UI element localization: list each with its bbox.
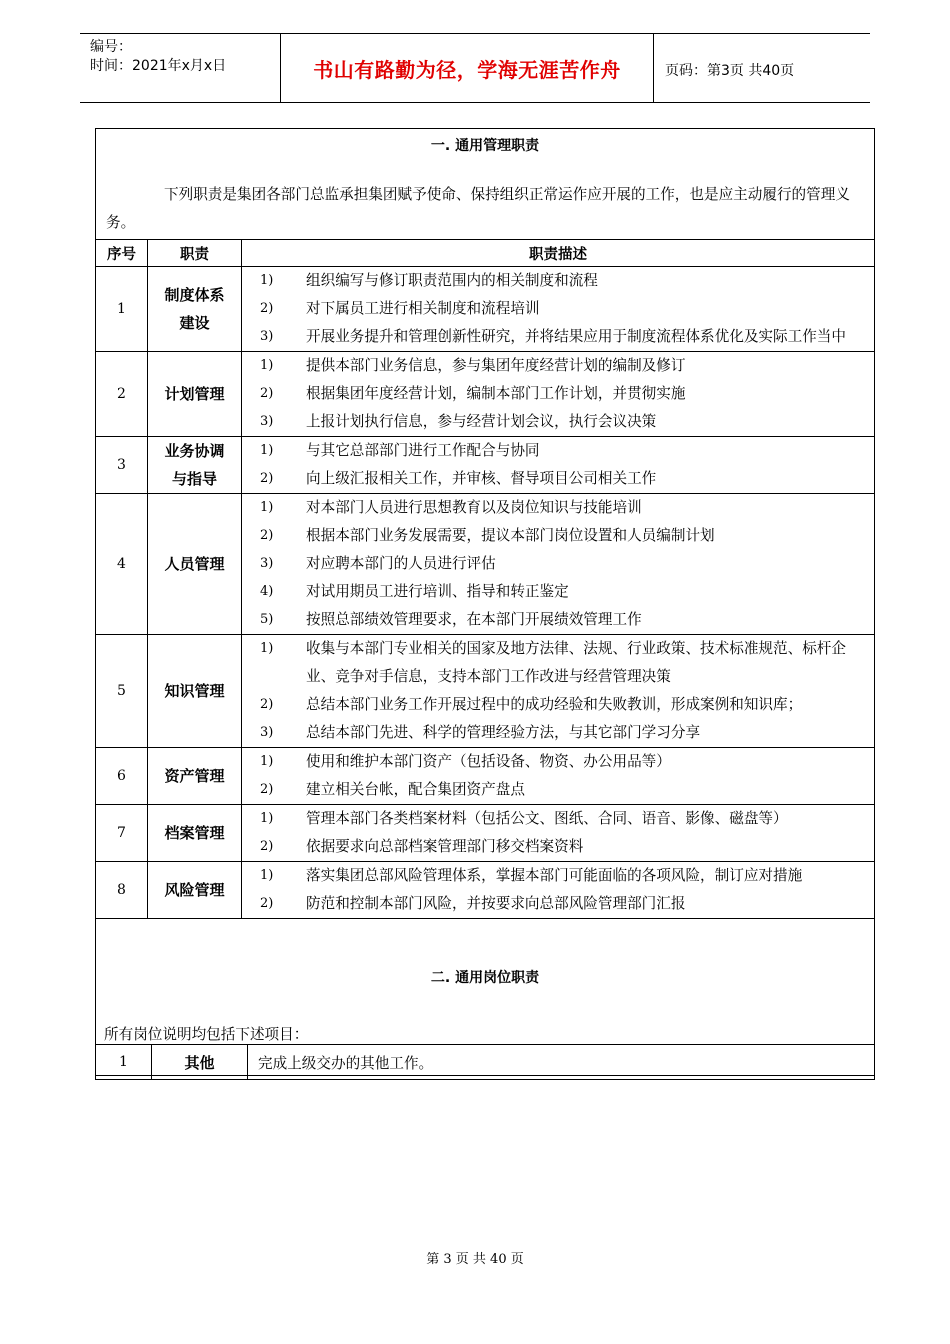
duty-item-number: 2): [260, 782, 274, 797]
duty-item-text: 收集与本部门专业相关的国家及地方法律、法规、行业政策、技术标准规范、标杆企业、竞争对手信息，支持本部门工作改进与经营管理决策: [306, 640, 846, 685]
table-row: [96, 437, 875, 494]
duty-item: [242, 465, 868, 493]
duty-item-number: 1): [260, 443, 274, 458]
duties-document: [95, 128, 875, 1076]
row-duty-name: 计划管理: [148, 352, 242, 437]
duty-item-number: 1): [260, 754, 274, 769]
row-index: 3: [96, 437, 148, 494]
duty-item: [242, 606, 868, 634]
page-footer: 第 3 页 共 40 页: [426, 1252, 524, 1267]
duty-item-number: 3): [260, 725, 274, 740]
section1-title: 一. 通用管理职责: [430, 138, 540, 154]
duty-item: [242, 408, 868, 436]
row-description: 完成上级交办的其他工作。: [248, 1045, 875, 1080]
position-duties-table: [95, 1044, 875, 1080]
row-index: 7: [96, 805, 148, 862]
row-description: [242, 635, 875, 748]
duty-item: [242, 635, 868, 691]
section2-title: 二. 通用岗位职责: [430, 970, 540, 986]
table-header-row: [96, 240, 875, 267]
duty-item-number: 1): [260, 641, 274, 656]
row-duty-name: 档案管理: [148, 805, 242, 862]
duty-item-number: 1): [260, 273, 274, 288]
duty-item: [242, 550, 868, 578]
duty-item: [242, 890, 868, 918]
duty-item-text: 对应聘本部门的人员进行评估: [306, 555, 496, 572]
duties-table-body: [96, 267, 875, 919]
motto: 书山有路勤为径，学海无涯苦作舟: [281, 34, 654, 102]
duty-item-number: 2): [260, 301, 274, 316]
duty-item: [242, 776, 868, 804]
row-description: [242, 352, 875, 437]
row-description: [242, 805, 875, 862]
duty-item-number: 4): [260, 584, 274, 599]
table-row: [96, 1045, 875, 1080]
duty-item: [242, 323, 868, 351]
row-index: 5: [96, 635, 148, 748]
table-row: [96, 748, 875, 805]
duty-item: [242, 494, 868, 522]
table-row: [96, 805, 875, 862]
row-index: 1: [96, 267, 148, 352]
duty-item: [242, 380, 868, 408]
row-duty-name: 知识管理: [148, 635, 242, 748]
duty-item-text: 根据集团年度经营计划，编制本部门工作计划，并贯彻实施: [306, 385, 686, 402]
number-label: 编号：: [90, 39, 132, 55]
duty-item-text: 落实集团总部风险管理体系，掌握本部门可能面临的各项风险，制订应对措施: [306, 867, 803, 884]
row-description: [242, 494, 875, 635]
row-duty-name: 制度体系 建设: [148, 267, 242, 352]
table-row: [96, 352, 875, 437]
duty-item-text: 提供本部门业务信息，参与集团年度经营计划的编制及修订: [306, 357, 686, 374]
row-description: [242, 437, 875, 494]
duty-item-number: 2): [260, 896, 274, 911]
duty-item-text: 开展业务提升和管理创新性研究，并将结果应用于制度流程体系优化及实际工作当中: [306, 328, 846, 345]
duty-item-text: 依据要求向总部档案管理部门移交档案资料: [306, 838, 584, 855]
duty-item-text: 总结本部门业务工作开展过程中的成功经验和失败教训，形成案例和知识库；: [306, 696, 803, 713]
table-row: [96, 635, 875, 748]
row-duty-name: 风险管理: [148, 862, 242, 919]
table-row: [96, 494, 875, 635]
row-index: 6: [96, 748, 148, 805]
duty-item: [242, 691, 868, 719]
duty-item: [242, 578, 868, 606]
header-page-label: 页码：第3页 共40页: [665, 63, 795, 79]
duty-item-number: 2): [260, 528, 274, 543]
duty-item-text: 建立相关台帐，配合集团资产盘点: [306, 781, 525, 798]
duty-item-number: 3): [260, 329, 274, 344]
duty-item: [242, 437, 868, 465]
duty-item-number: 2): [260, 697, 274, 712]
duty-item-text: 按照总部绩效管理要求，在本部门开展绩效管理工作: [306, 611, 642, 628]
duty-item: [242, 748, 868, 776]
duty-item: [242, 295, 868, 323]
page-header: [80, 33, 870, 103]
row-description: [242, 862, 875, 919]
row-index: 8: [96, 862, 148, 919]
duty-item-number: 1): [260, 868, 274, 883]
duty-item-text: 根据本部门业务发展需要，提议本部门岗位设置和人员编制计划: [306, 527, 715, 544]
row-duty-name: 资产管理: [148, 748, 242, 805]
duty-item-number: 1): [260, 500, 274, 515]
duty-item-text: 管理本部门各类档案材料（包括公文、图纸、合同、语音、影像、磁盘等）: [306, 810, 788, 827]
duty-item: [242, 352, 868, 380]
date-label: 时间：2021年x月x日: [90, 58, 227, 74]
row-duty-name: 业务协调 与指导: [148, 437, 242, 494]
duty-item-number: 2): [260, 386, 274, 401]
duty-item: [242, 805, 868, 833]
duty-item-number: 2): [260, 471, 274, 486]
duty-item-number: 2): [260, 839, 274, 854]
duty-item-number: 5): [260, 612, 274, 627]
duty-item-text: 向上级汇报相关工作，并审核、督导项目公司相关工作: [306, 470, 657, 487]
duty-item-number: 3): [260, 556, 274, 571]
table-row: [96, 862, 875, 919]
row-duty-name: 人员管理: [148, 494, 242, 635]
row-index: 2: [96, 352, 148, 437]
row-description: [242, 748, 875, 805]
row-index: 1: [96, 1045, 152, 1080]
duty-item: [242, 522, 868, 550]
duty-item: [242, 719, 868, 747]
duty-item: [242, 862, 868, 890]
col-header-duty: 职责: [148, 240, 242, 267]
row-index: 4: [96, 494, 148, 635]
duty-item-text: 对下属员工进行相关制度和流程培训: [306, 300, 540, 317]
duty-item-text: 组织编写与修订职责范围内的相关制度和流程: [306, 272, 598, 289]
col-header-index: 序号: [96, 240, 148, 267]
duty-item-text: 总结本部门先进、科学的管理经验方法，与其它部门学习分享: [306, 724, 701, 741]
duty-item: [242, 267, 868, 295]
duty-item-number: 3): [260, 414, 274, 429]
duty-item-number: 1): [260, 358, 274, 373]
duty-item-text: 对本部门人员进行思想教育以及岗位知识与技能培训: [306, 499, 642, 516]
header-meta: [80, 34, 281, 102]
duties-table: [95, 239, 875, 919]
duty-item-text: 防范和控制本部门风险，并按要求向总部风险管理部门汇报: [306, 895, 686, 912]
duty-item-text: 上报计划执行信息，参与经营计划会议，执行会议决策: [306, 413, 657, 430]
duty-item: [242, 833, 868, 861]
duty-item-text: 对试用期员工进行培训、指导和转正鉴定: [306, 583, 569, 600]
duty-item-text: 与其它总部部门进行工作配合与协同: [306, 442, 540, 459]
row-duty-name: 其他: [152, 1045, 248, 1080]
section1-intro: 下列职责是集团各部门总监承担集团赋予使命、保持组织正常运作应开展的工作，也是应主动履行的管理义务。: [106, 186, 850, 231]
section2-note: 所有岗位说明均包括下述项目：: [104, 1026, 309, 1043]
duty-item-number: 1): [260, 811, 274, 826]
duty-item-text: 使用和维护本部门资产（包括设备、物资、办公用品等）: [306, 753, 671, 770]
row-description: [242, 267, 875, 352]
table-row: [96, 267, 875, 352]
col-header-description: 职责描述: [242, 240, 875, 267]
